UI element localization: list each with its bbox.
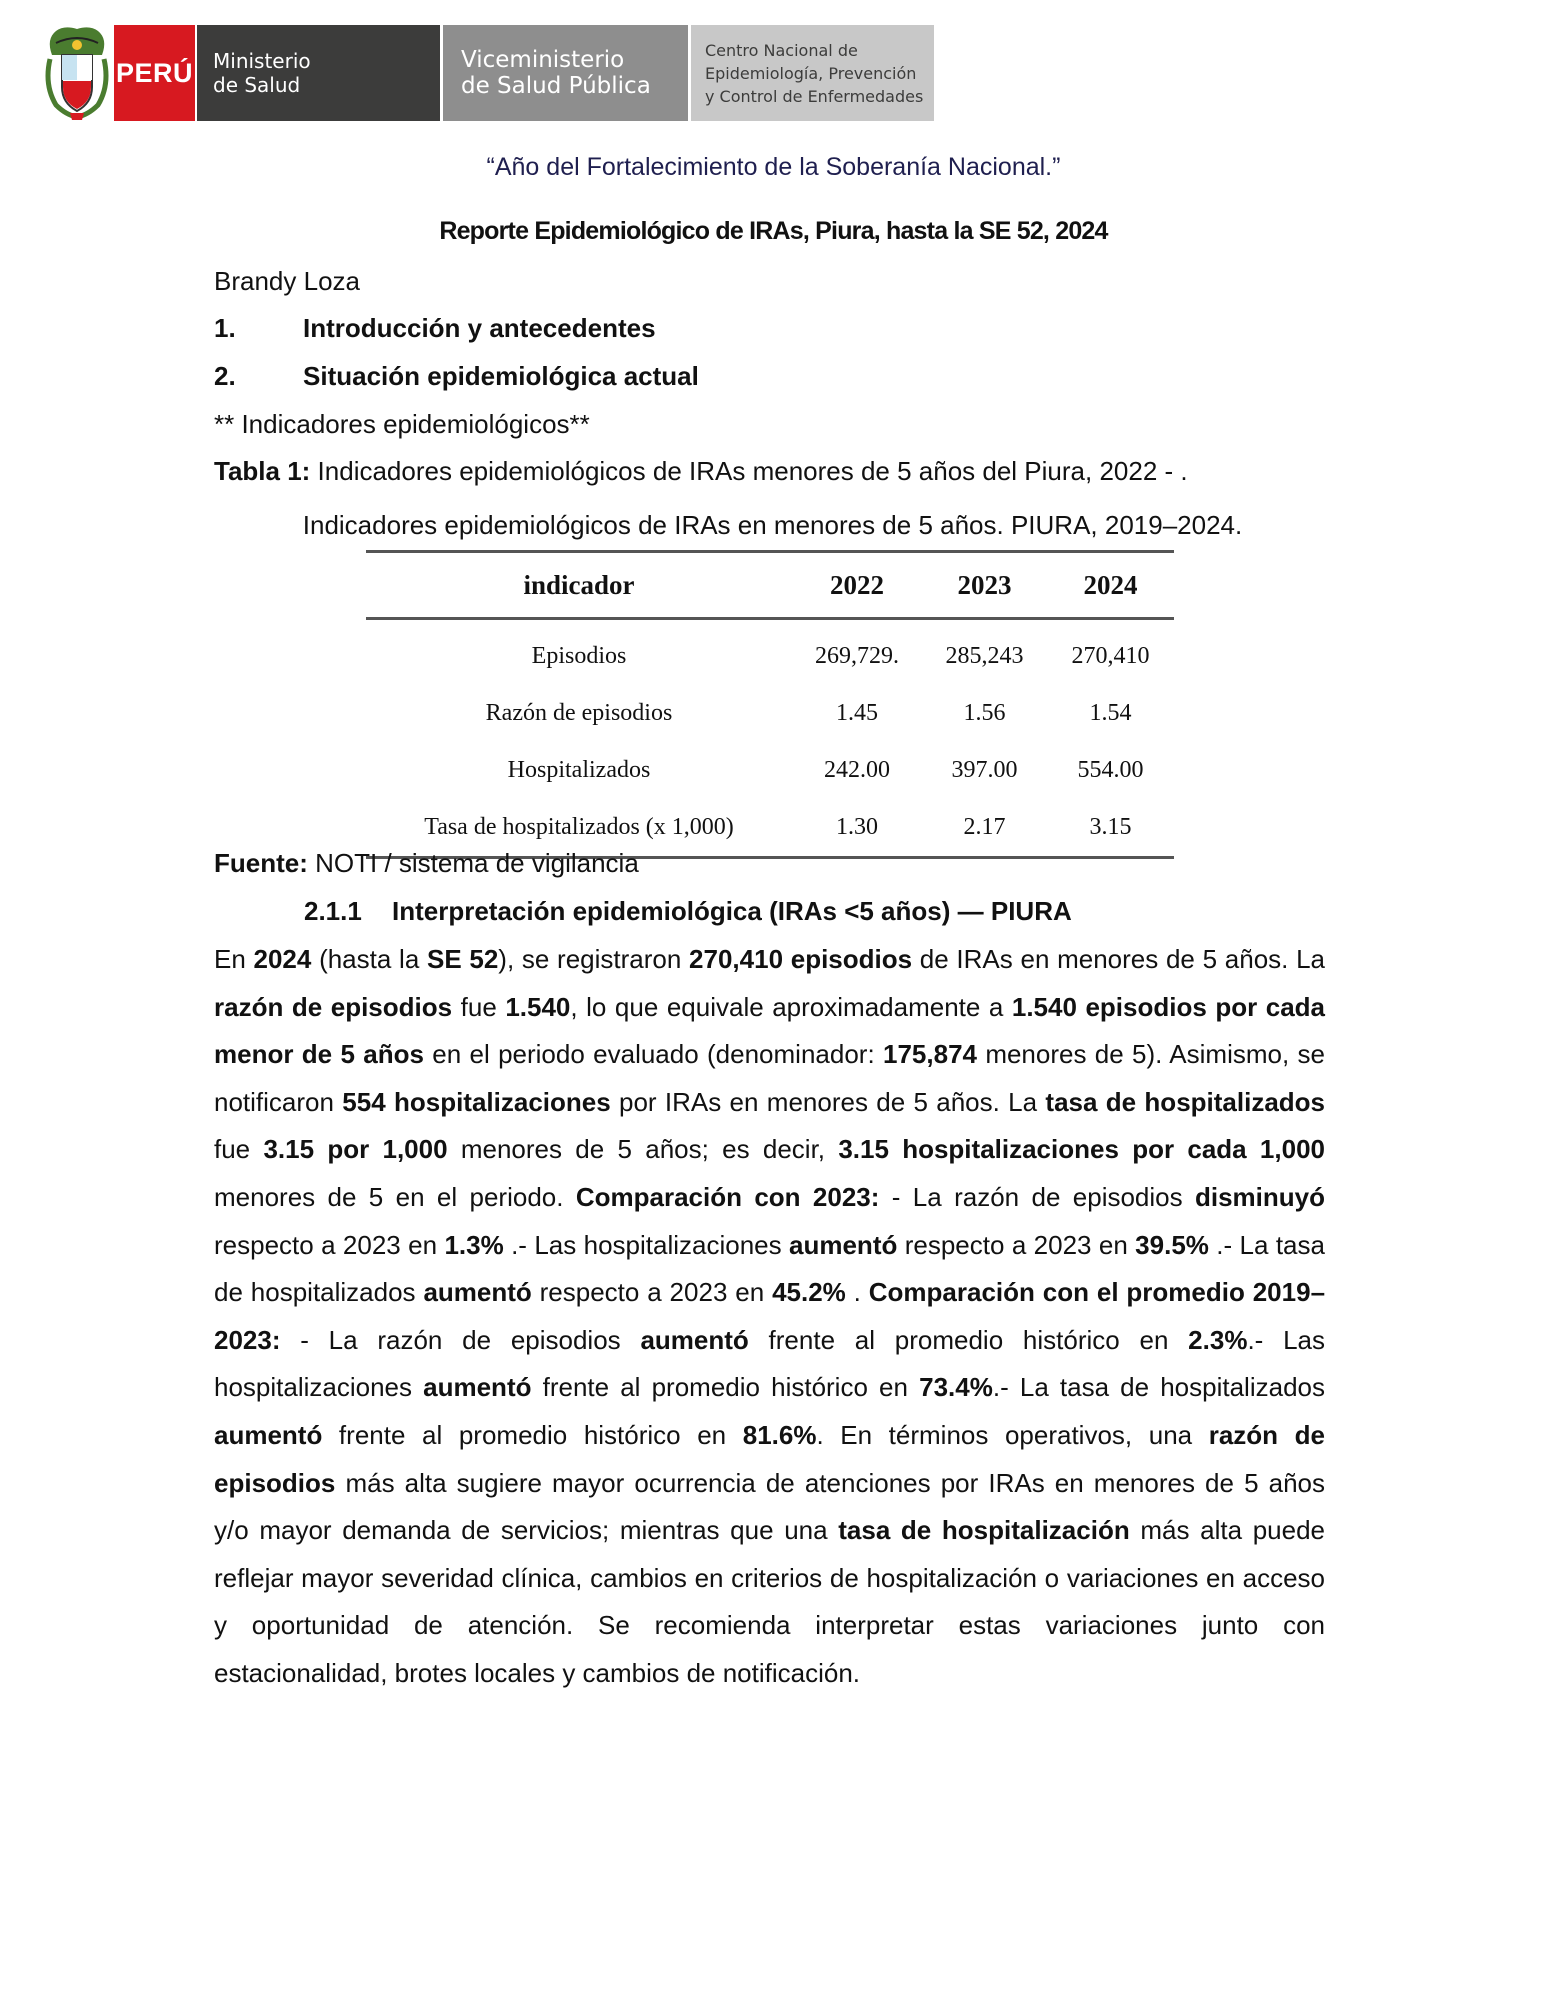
emphasis-text: Comparación con 2023: (575, 1181, 880, 1212)
table-header-cell: 2024 (1047, 552, 1174, 619)
table-header-cell: 2022 (792, 552, 922, 619)
paragraph-text: más alta puede reflejar mayor severidad clínica, cambios en criterios de hospitalización o variaciones en acceso y oportunidad de atención. Se recomienda interpretar estas variaciones junto con estacionalidad, brotes locales y cambios de notificación. (214, 1515, 1325, 1688)
table-cell: 1.54 (1089, 700, 1132, 726)
emphasis-text: 81.6% (742, 1419, 817, 1450)
table-cell: 397.00 (951, 757, 1018, 783)
table-header-cell: 2023 (922, 552, 1047, 619)
table-row (366, 619, 1174, 686)
paragraph-text: .- La tasa de hospitalizados (992, 1372, 1325, 1403)
table-cell: 285,243 (945, 643, 1024, 669)
paragraph-text: .- La tasa de hospitalizados (214, 1229, 1325, 1308)
emphasis-text: aumentó (214, 1419, 323, 1450)
table-cell: 270,410 (1071, 643, 1150, 669)
emphasis-text: Comparación con el promedio 2019–2023: (214, 1277, 1326, 1355)
ministerio-logo: Ministerio de Salud (195, 25, 440, 121)
emphasis-text: 175,874 (883, 1039, 977, 1070)
table-cell: 1.30 (792, 799, 922, 858)
paragraph-text: En (214, 944, 254, 974)
paragraph-text: menores de 5 en el periodo. (214, 1181, 576, 1212)
emphasis-text: 45.2% (772, 1277, 846, 1308)
emphasis-text: tasa de hospitalizados (1045, 1086, 1326, 1117)
indicators-label: ** Indicadores epidemiológicos** (214, 409, 590, 439)
table-cell: 2.17 (922, 799, 1047, 858)
paragraph-text: más alta sugiere mayor ocurrencia de atenciones por IRAs en menores de 5 años y/o mayor demanda de servicios; mientras que una (214, 1467, 1325, 1546)
emphasis-text: 2024 (253, 944, 312, 974)
table-label: Tabla 1: Indicadores epidemiológicos de IRAs menores de 5 años del Piura, 2022 - . (214, 456, 1188, 486)
indicators-table (366, 550, 1174, 859)
emphasis-text: 270,410 episodios (689, 944, 913, 974)
table-cell: 242.00 (824, 757, 890, 783)
emphasis-text: aumentó (423, 1277, 532, 1308)
table-cell: 554.00 (1077, 757, 1144, 783)
section-heading-1: 1. Introducción y antecedentes (214, 313, 656, 343)
table-cell: 1.56 (963, 700, 1006, 726)
emphasis-text: disminuyó (1194, 1181, 1325, 1212)
author: Brandy Loza (214, 266, 360, 296)
emphasis-text: aumentó (423, 1372, 532, 1403)
paragraph-text: frente al promedio histórico en (322, 1419, 743, 1450)
coat-of-arms-icon (44, 25, 110, 121)
source-note: Fuente: NOTI / sistema de vigilancia (214, 848, 639, 878)
table-row (366, 742, 1174, 799)
cdc-logo: Centro Nacional de Epidemiología, Prevención y Control de Enfermedades (691, 25, 934, 121)
paragraph-text: menores de 5). Asimismo, se notificaron (214, 1039, 1325, 1117)
table-cell: 1.45 (836, 700, 878, 726)
emphasis-text: 73.4% (919, 1372, 993, 1403)
paragraph-text: en el periodo evaluado (denominador: (423, 1039, 883, 1070)
emphasis-text: 1.540 (505, 991, 571, 1022)
paragraph-text: fue (452, 991, 506, 1022)
paragraph-text: fue (214, 1134, 264, 1165)
paragraph-text: .- Las hospitalizaciones (503, 1229, 790, 1260)
paragraph-text: por IRAs en menores de 5 años. La (610, 1086, 1046, 1117)
emphasis-text: razón de episodios (214, 1419, 1325, 1498)
year-line: “Año del Fortalecimiento de la Soberanía Nacional.” (486, 153, 1061, 181)
peru-logo: PERÚ (114, 25, 195, 121)
table-caption: Indicadores epidemiológicos de IRAs en menores de 5 años. PIURA, 2019–2024. (302, 510, 1243, 540)
header-logos (44, 25, 934, 121)
subsection-heading: 2.1.1 Interpretación epidemiológica (IRAs <5 años) — PIURA (304, 896, 1072, 926)
paragraph-text: , lo que equivale aproximadamente a (570, 991, 1012, 1022)
paragraph-text: ), se registraron (498, 944, 690, 974)
table-row (366, 685, 1174, 742)
paragraph-text: de IRAs en menores de 5 años. La (912, 944, 1325, 974)
table-cell: 269,729. (815, 643, 899, 669)
emphasis-text: SE 52 (426, 944, 499, 974)
table-cell: Razón de episodios (485, 700, 673, 726)
paragraph-text: frente al promedio histórico en (531, 1372, 920, 1403)
paragraph-text: menores de 5 años; es decir, (447, 1134, 839, 1165)
table-header-cell: indicador (366, 552, 792, 619)
report-title: Reporte Epidemiológico de IRAs, Piura, hasta la SE 52, 2024 (439, 217, 1108, 245)
interpretation-paragraph (214, 936, 1325, 1698)
paragraph-text: respecto a 2023 en (214, 1229, 445, 1260)
paragraph-text: frente al promedio histórico en (748, 1324, 1189, 1355)
paragraph-text: .- Las hospitalizaciones (214, 1324, 1325, 1403)
emphasis-text: aumentó (789, 1229, 898, 1260)
table-cell: Tasa de hospitalizados (x 1,000) (366, 799, 792, 858)
paragraph-text: - La razón de episodios (280, 1324, 641, 1355)
emphasis-text: 3.15 hospitalizaciones por cada 1,000 (838, 1134, 1325, 1165)
paragraph-text: respecto a 2023 en (531, 1277, 773, 1308)
emphasis-text: 39.5% (1135, 1229, 1209, 1260)
emphasis-text: 2.3% (1188, 1324, 1248, 1355)
emphasis-text: razón de episodios (214, 991, 453, 1022)
viceministerio-logo: Viceministerio de Salud Pública (443, 25, 688, 121)
paragraph-text: respecto a 2023 en (897, 1229, 1136, 1260)
table-cell: Episodios (531, 643, 627, 669)
emphasis-text: aumentó (640, 1324, 749, 1355)
table-header-row (366, 552, 1174, 619)
paragraph-text: (hasta la (311, 944, 427, 974)
emphasis-text: tasa de hospitalización (838, 1515, 1130, 1546)
table-cell: Hospitalizados (507, 757, 651, 783)
emphasis-text: 554 hospitalizaciones (342, 1086, 611, 1117)
emphasis-text: 1.540 episodios por cada menor de 5 años (214, 991, 1326, 1070)
paragraph-text: . En términos operativos, una (816, 1419, 1209, 1450)
section-heading-2: 2. Situación epidemiológica actual (214, 361, 699, 391)
emphasis-text: 3.15 por 1,000 (263, 1134, 448, 1165)
table-cell: 3.15 (1047, 799, 1174, 858)
paragraph-text: - La razón de episodios (879, 1181, 1195, 1212)
paragraph-text: . (845, 1277, 869, 1308)
emphasis-text: 1.3% (444, 1229, 504, 1260)
